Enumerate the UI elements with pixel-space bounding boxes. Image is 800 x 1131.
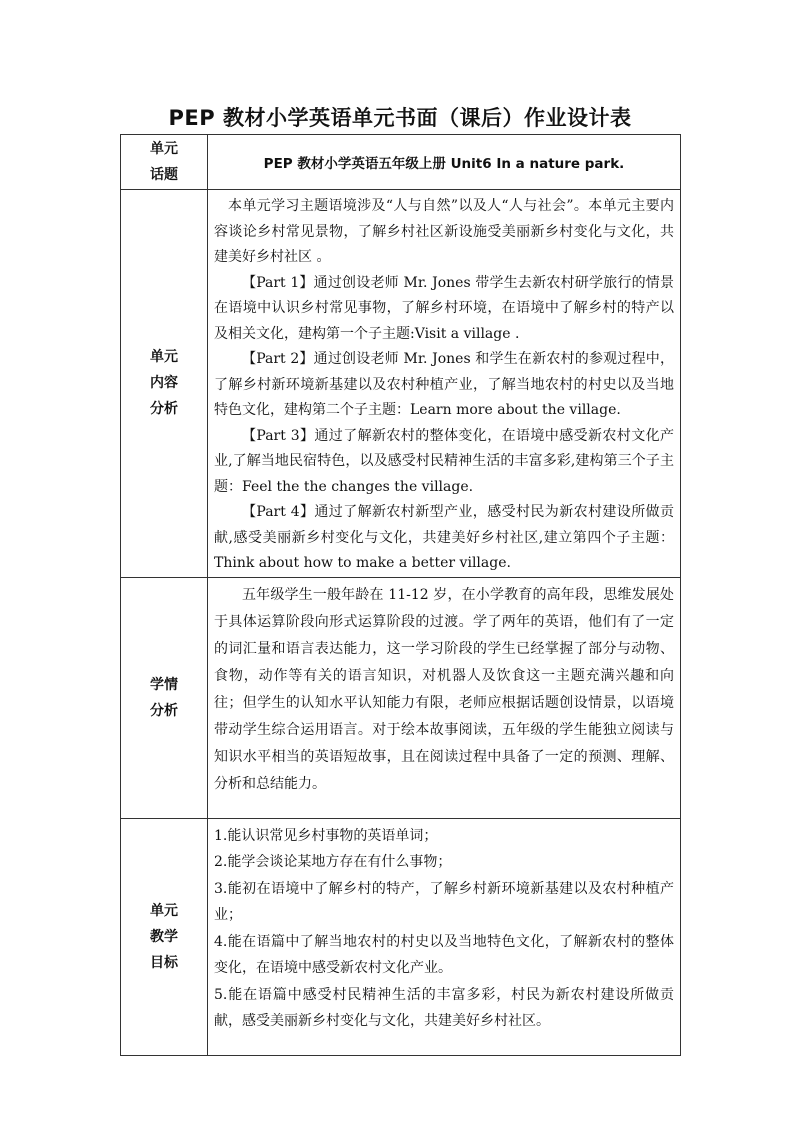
goal-item: 3.能初在语境中了解乡村的特产，了解乡村新环境新基建以及农村种植产业；	[214, 880, 674, 923]
goal-item: 4.能在语篇中了解当地农村的村史以及当地特色文化，了解新农村的整体变化，在语境中感受新农村文化产业。	[214, 933, 674, 976]
learner-analysis-paragraph: 五年级学生一般年龄在 11-12 岁，在小学教育的高年段，思维发展处于具体运算阶段向形式运算阶段的过渡。学了两年的英语，他们有了一定的词汇量和语言表达能力，这一学习阶段的学生已经掌握了部分与动物、食物，动作等有关的语言知识，对机器人及饮食这一主题充满兴趣和向往；但学生的认知水平认知能力有限，老师应根据话题创设情景，以语境带动学生综合运用语言。对于绘本故事阅读，五年级的学生能独立阅读与知识水平相当的英语短故事，且在阅读过程中具备了一定的预测、理解、分析和总结能力。	[214, 586, 674, 792]
unit-content-row	[121, 190, 681, 578]
teaching-goals-row	[121, 818, 681, 1055]
content-part3-paragraph: 【Part 3】通过了解新农村的整体变化，在语境中感受新农村文化产业,了解当地民宿特色，以及感受村民精神生活的丰富多彩,建构第三个子主题：Feel the the changes the village.	[214, 427, 674, 495]
teaching-goals-list	[208, 818, 681, 1055]
goal-item: 5.能在语篇中感受村民精神生活的丰富多彩，村民为新农村建设所做贡献，感受美丽新乡村变化与文化，共建美好乡村社区。	[214, 986, 674, 1029]
unit-content-text	[208, 190, 681, 578]
teaching-goals-label: 单元 教学 目标	[121, 818, 208, 1055]
learner-analysis-text	[208, 577, 681, 818]
unit-topic-row	[121, 135, 681, 190]
unit-topic-value: PEP 教材小学英语五年级上册 Unit6 In a nature park.	[208, 135, 681, 190]
goal-item: 2.能学会谈论某地方存在有什么事物；	[214, 854, 452, 870]
page-title: PEP 教材小学英语单元书面（课后）作业设计表	[168, 106, 632, 130]
goal-item: 1.能认识常见乡村事物的英语单词；	[214, 827, 438, 844]
homework-design-table	[120, 134, 681, 1056]
content-part1-paragraph: 【Part 1】通过创设老师 Mr. Jones 带学生去新农村研学旅行的情景在语境中认识乡村常见事物，了解乡村环境，在语境中了解乡村的特产以及相关文化，建构第一个子主题:Visit a village .	[214, 274, 674, 342]
content-part2-paragraph: 【Part 2】通过创设老师 Mr. Jones 和学生在新农村的参观过程中，了解乡村新环境新基建以及农村种植产业，了解当地农村的村史以及当地特色文化，建构第二个子主题：Learn more about the village.	[214, 351, 674, 418]
learner-analysis-label: 学情 分析	[121, 577, 208, 818]
learner-analysis-row	[121, 577, 681, 818]
unit-topic-label: 单元 话题	[121, 135, 208, 190]
content-part4-paragraph: 【Part 4】通过了解新农村新型产业，感受村民为新农村建设所做贡献,感受美丽新乡村变化与文化，共建美好乡村社区,建立第四个子主题：Think about how to make a better village.	[214, 504, 674, 571]
content-intro-paragraph: 本单元学习主题语境涉及“人与自然”以及人“人与社会”。本单元主要内容谈论乡村常见景物，了解乡村社区新设施受美丽新乡村变化与文化，共建美好乡村社区 。	[214, 198, 674, 265]
unit-content-label: 单元 内容 分析	[121, 190, 208, 578]
